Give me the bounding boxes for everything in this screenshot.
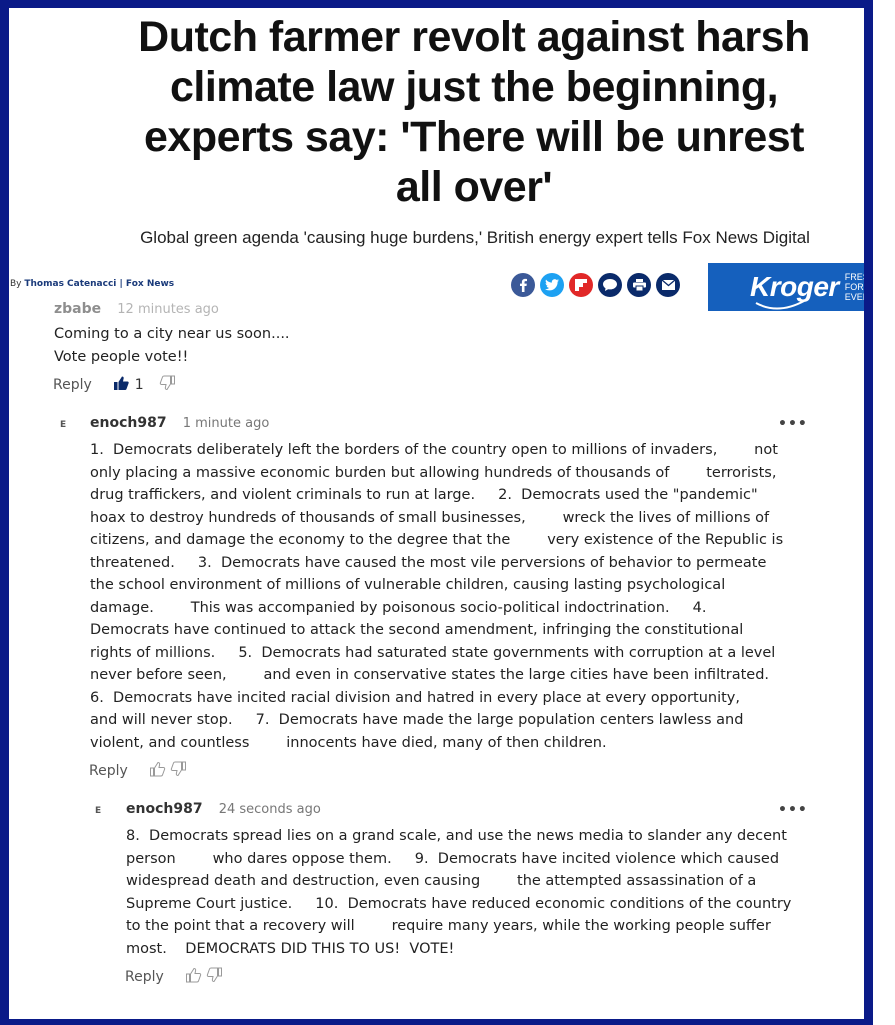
reply-button[interactable]: Reply bbox=[53, 377, 92, 393]
comment-time: 12 minutes ago bbox=[117, 302, 219, 317]
share-bar bbox=[511, 273, 680, 297]
comments-icon[interactable] bbox=[598, 273, 622, 297]
comment-username[interactable]: enoch987 bbox=[126, 801, 203, 817]
comment-time: 24 seconds ago bbox=[218, 802, 321, 817]
comment-text: 8. Democrats spread lies on a grand scale, and use the news media to slander any decent person who dares oppose them. 9. Democrats have incited violence which caused widespread death and destruction, even causing the attempted assassination of a Supreme Court justice. 10. Democrats have reduced economic conditions of the country to the point that a recovery will require many years, while the working people suffer most. DEMOCRATS DID THIS TO US! VOTE! bbox=[126, 828, 796, 957]
kroger-swoosh-icon bbox=[748, 263, 808, 311]
comment-time: 1 minute ago bbox=[182, 416, 270, 431]
article-headline: Dutch farmer revolt against harsh climate law just the beginning, experts say: 'There will be unrest all over' bbox=[138, 13, 810, 211]
comment-actions bbox=[53, 376, 175, 394]
comment-username[interactable]: enoch987 bbox=[90, 415, 167, 431]
comment-header bbox=[54, 301, 219, 315]
thumbs-down-icon[interactable] bbox=[160, 376, 175, 394]
twitter-icon[interactable] bbox=[540, 273, 564, 297]
comment-actions bbox=[125, 968, 222, 986]
comment-text: Coming to a city near us soon.... Vote people vote!! bbox=[54, 326, 290, 365]
comment-actions bbox=[89, 762, 186, 780]
thumbs-up-icon[interactable] bbox=[186, 968, 201, 986]
more-options-button[interactable]: ••• bbox=[778, 802, 808, 818]
print-icon[interactable] bbox=[627, 273, 651, 297]
kroger-ad-banner[interactable] bbox=[708, 263, 895, 311]
avatar[interactable]: E bbox=[95, 806, 102, 816]
more-options-button[interactable]: ••• bbox=[778, 416, 808, 432]
reply-button[interactable]: Reply bbox=[89, 763, 128, 779]
byline-prefix: By bbox=[10, 279, 22, 289]
like-count: 1 bbox=[134, 377, 144, 393]
ad-tagline: FRESH FOR EVERYONE bbox=[844, 272, 895, 302]
facebook-icon[interactable] bbox=[511, 273, 535, 297]
avatar[interactable]: E bbox=[60, 420, 67, 430]
comment-header bbox=[90, 415, 269, 431]
ad-brand: Kroger bbox=[750, 271, 839, 302]
comment-text: 1. Democrats deliberately left the borders of the country open to millions of invaders, not only placing a massive economic burden but allowing hundreds of thousands of terrorists, drug traffickers, and violent criminals to run at large. 2. Democrats used the "pandemic" hoax to destroy hundreds of thousands of small businesses, wreck the lives of millions of citizens, and damage the economy to the degree that the very existence of the Republic is threatened. 3. Democrats have caused the most vile perversions of behavior to permeate the school environment of millions of vulnerable children, causing lasting psychological damage. This was accompanied by poisonous socio-political indoctrination. 4. Democrats have continued to attack the second amendment, infringing the constitutional rights of millions. 5. Democrats had saturated state governments with corruption at a level never before seen, and even in conservative states the large cities have been infiltrated. 6. Democrats have incited racial division and hatred in every place at every opportunity, and will never stop. 7. Democrats have made the large population centers lawless and violent, and countless innocents have died, many of then children. bbox=[90, 442, 793, 751]
publish-info-cut: Ed... Published ... 2022 ... PM EDT bbox=[360, 0, 523, 11]
thumbs-down-icon[interactable] bbox=[171, 762, 186, 780]
byline-author-link[interactable]: Thomas Catenacci | Fox News bbox=[24, 279, 175, 289]
flipboard-icon[interactable] bbox=[569, 273, 593, 297]
thumbs-up-icon[interactable] bbox=[114, 376, 129, 394]
comment-header bbox=[126, 801, 321, 817]
thumbs-up-icon[interactable] bbox=[150, 762, 165, 780]
thumbs-down-icon[interactable] bbox=[207, 968, 222, 986]
byline bbox=[10, 279, 174, 289]
reply-button[interactable]: Reply bbox=[125, 969, 164, 985]
email-icon[interactable] bbox=[656, 273, 680, 297]
article-subheadline: Global green agenda 'causing huge burdens,' British energy expert tells Fox News Digital bbox=[140, 228, 810, 247]
comment-username[interactable]: zbabe bbox=[54, 301, 102, 317]
